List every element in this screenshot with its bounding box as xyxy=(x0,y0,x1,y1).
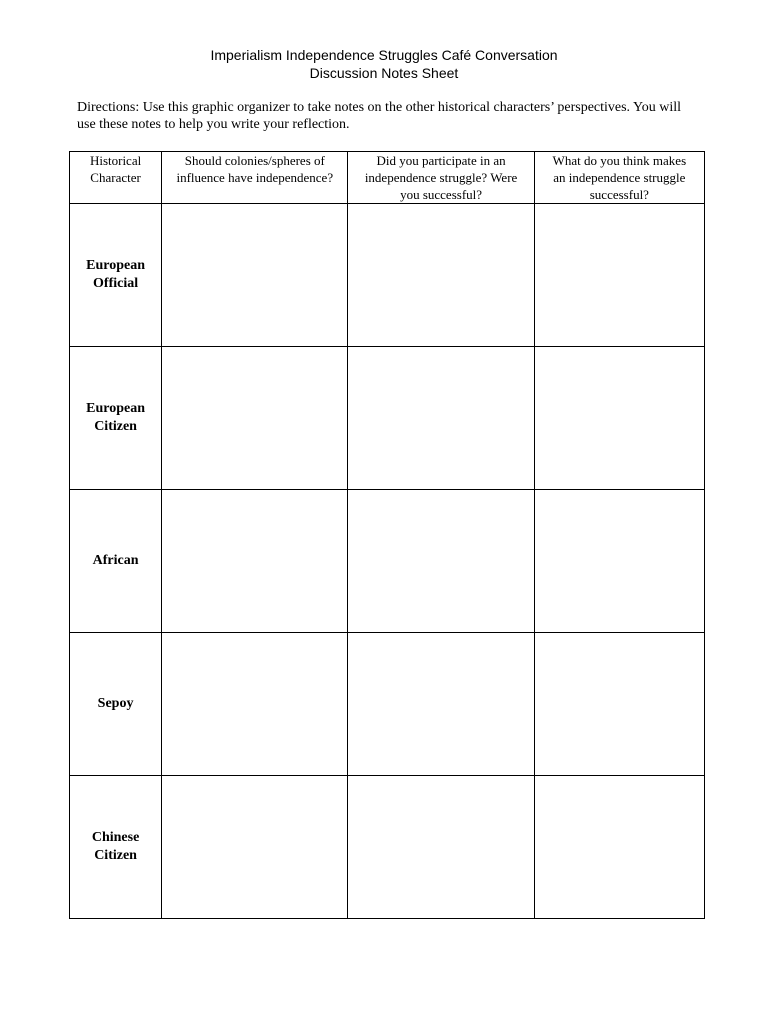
notes-cell[interactable] xyxy=(534,490,704,633)
notes-cell[interactable] xyxy=(534,204,704,347)
notes-cell[interactable] xyxy=(534,347,704,490)
notes-cell[interactable] xyxy=(348,633,534,776)
character-label-european-official: European Official xyxy=(70,204,162,347)
table-row xyxy=(70,776,705,919)
column-header-historical-character: Historical Character xyxy=(70,152,162,204)
directions-line-1: Directions: Use this graphic organizer to take notes on the other historical characters’ perspectives. You will xyxy=(77,100,682,115)
character-label-african: African xyxy=(70,490,162,633)
table-row xyxy=(70,347,705,490)
notes-cell[interactable] xyxy=(348,204,534,347)
character-label-european-citizen: European Citizen xyxy=(70,347,162,490)
title-line-2: Discussion Notes Sheet xyxy=(309,65,459,81)
notes-cell[interactable] xyxy=(162,347,348,490)
column-header-success-factors: What do you think makes an independence struggle successful? xyxy=(534,152,704,204)
notes-cell[interactable] xyxy=(162,633,348,776)
notes-cell[interactable] xyxy=(348,347,534,490)
table-row xyxy=(70,490,705,633)
character-label-chinese-citizen: Chinese Citizen xyxy=(70,776,162,919)
title-line-1: Imperialism Independence Struggles Café Conversation xyxy=(210,47,558,63)
directions-text xyxy=(77,99,707,133)
notes-cell[interactable] xyxy=(534,776,704,919)
page-title xyxy=(0,46,768,82)
notes-cell[interactable] xyxy=(162,204,348,347)
notes-cell[interactable] xyxy=(348,490,534,633)
column-header-participation: Did you participate in an independence struggle? Were you successful? xyxy=(348,152,534,204)
character-label-sepoy: Sepoy xyxy=(70,633,162,776)
column-header-independence: Should colonies/spheres of influence have independence? xyxy=(162,152,348,204)
directions-line-2: use these notes to help you write your reflection. xyxy=(77,117,350,132)
header-row xyxy=(70,152,705,204)
notes-cell[interactable] xyxy=(348,776,534,919)
table-row xyxy=(70,633,705,776)
graphic-organizer-table xyxy=(69,151,705,919)
notes-cell[interactable] xyxy=(162,776,348,919)
table-row xyxy=(70,204,705,347)
notes-cell[interactable] xyxy=(162,490,348,633)
notes-cell[interactable] xyxy=(534,633,704,776)
